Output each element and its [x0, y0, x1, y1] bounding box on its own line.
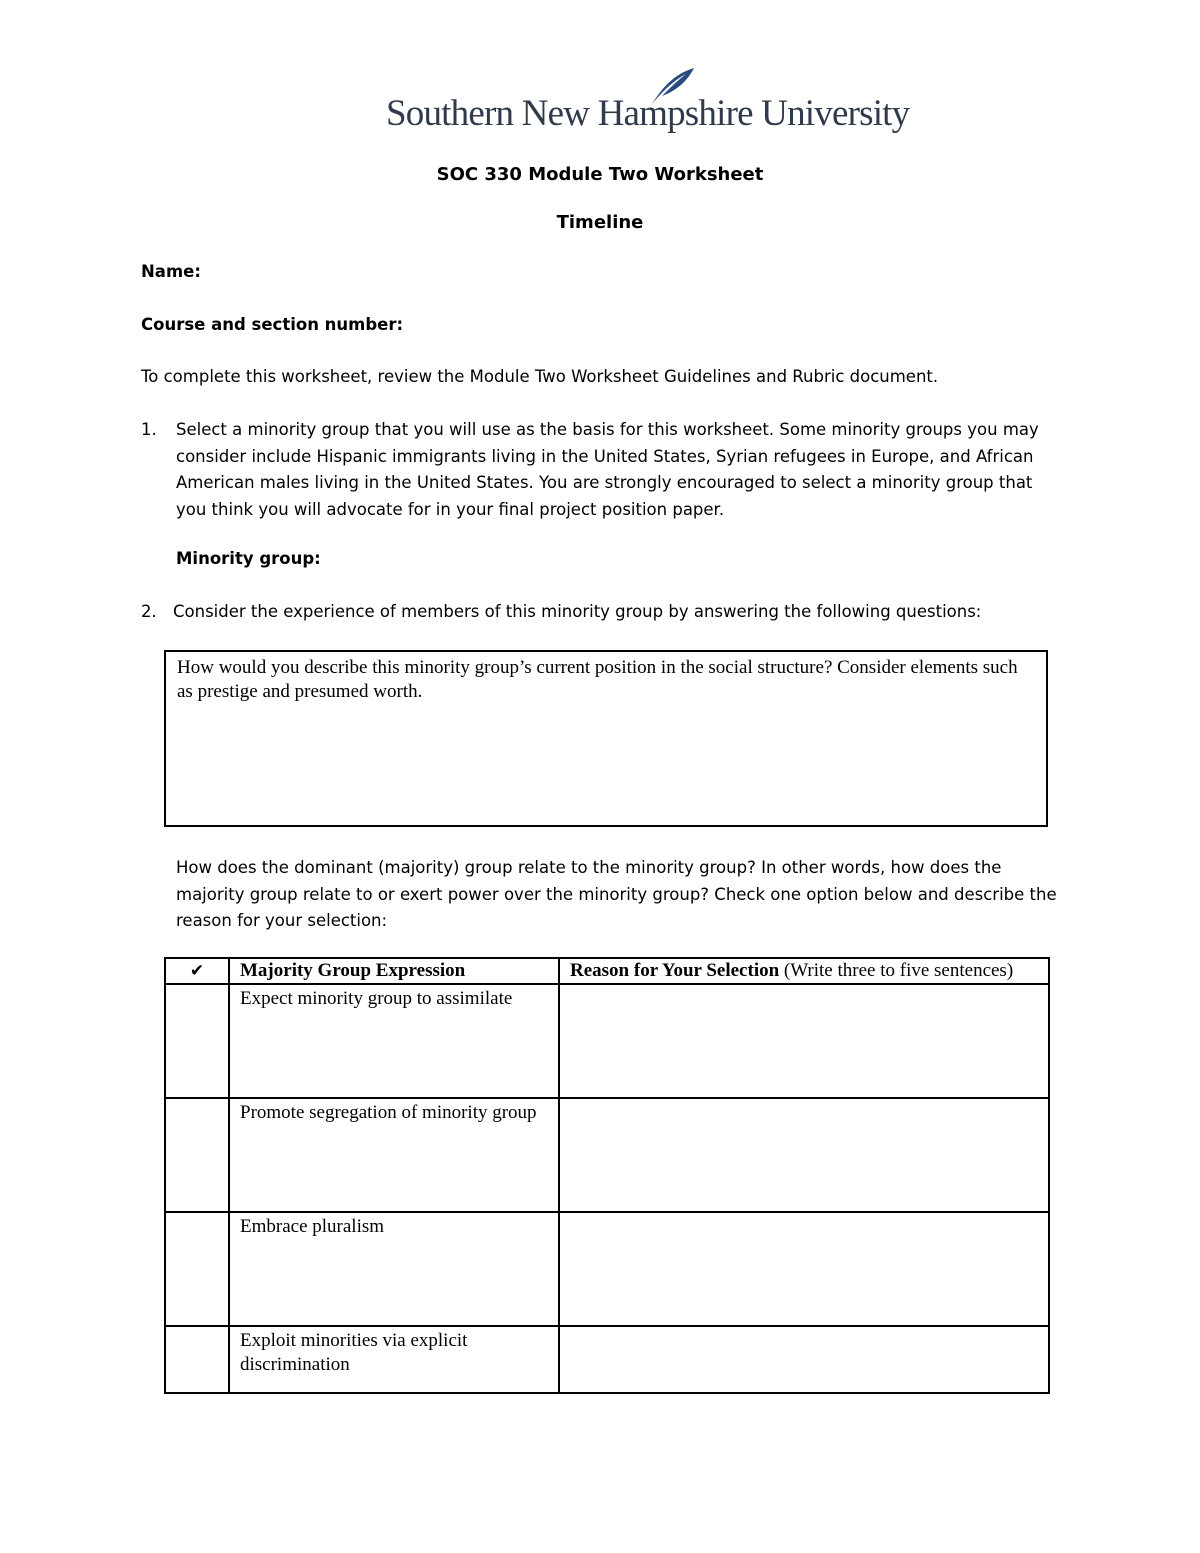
item-1-number: 1.: [141, 420, 157, 439]
checkmark-icon: ✔: [189, 961, 205, 981]
checkbox-cell-pluralism[interactable]: [165, 1212, 229, 1326]
checkbox-cell-exploit[interactable]: [165, 1326, 229, 1393]
checkbox-cell-segregation[interactable]: [165, 1098, 229, 1212]
majority-relation-question: How does the dominant (majority) group relate to the minority group? In other words, how does the majority group relate to or exert power over the minority group? Check one option below and describe the reason for your selection:: [176, 858, 1057, 930]
university-logo: [386, 66, 910, 138]
reason-cell-assimilate[interactable]: [559, 984, 1049, 1098]
expression-cell: Promote segregation of minority group: [229, 1098, 559, 1212]
page-title: SOC 330 Module Two Worksheet: [436, 164, 764, 185]
expression-cell: Exploit minorities via explicit discrimination: [229, 1326, 559, 1393]
item-2-number: 2.: [141, 602, 157, 621]
table-row: [165, 1212, 1049, 1326]
table-row: [165, 1098, 1049, 1212]
item-2-text: Consider the experience of members of this minority group by answering the following questions:: [173, 602, 982, 621]
expression-cell: Embrace pluralism: [229, 1212, 559, 1326]
social-position-question: How would you describe this minority group’s current position in the social structure? Consider elements such as prestige and presumed worth.: [177, 657, 1018, 702]
page-subtitle: Timeline: [556, 212, 644, 233]
table-row: [165, 1326, 1049, 1393]
table-header-row: [165, 958, 1049, 984]
reason-cell-segregation[interactable]: [559, 1098, 1049, 1212]
social-position-answer-box[interactable]: [164, 650, 1048, 827]
logo-text: Southern New Hampshire University: [386, 93, 910, 134]
majority-expression-table: [164, 957, 1050, 1394]
expression-header: Majority Group Expression: [229, 958, 559, 984]
reason-header: Reason for Your Selection (Write three to five sentences): [559, 958, 1049, 984]
reason-cell-pluralism[interactable]: [559, 1212, 1049, 1326]
check-header-cell: [165, 958, 229, 984]
item-1-text: Select a minority group that you will use as the basis for this worksheet. Some minority groups you may consider include Hispanic immigrants living in the United States, Syrian refugees in Europe, and African American males living in the United States. You are strongly encouraged to select a minority group that you think you will advocate for in your final project position paper.: [176, 420, 1039, 519]
reason-cell-exploit[interactable]: [559, 1326, 1049, 1393]
checkbox-cell-assimilate[interactable]: [165, 984, 229, 1098]
name-label: Name:: [141, 262, 201, 281]
minority-group-label: Minority group:: [176, 549, 321, 568]
expression-cell: Expect minority group to assimilate: [229, 984, 559, 1098]
course-label: Course and section number:: [141, 315, 404, 334]
table-row: [165, 984, 1049, 1098]
intro-text: To complete this worksheet, review the Module Two Worksheet Guidelines and Rubric document.: [141, 367, 939, 386]
